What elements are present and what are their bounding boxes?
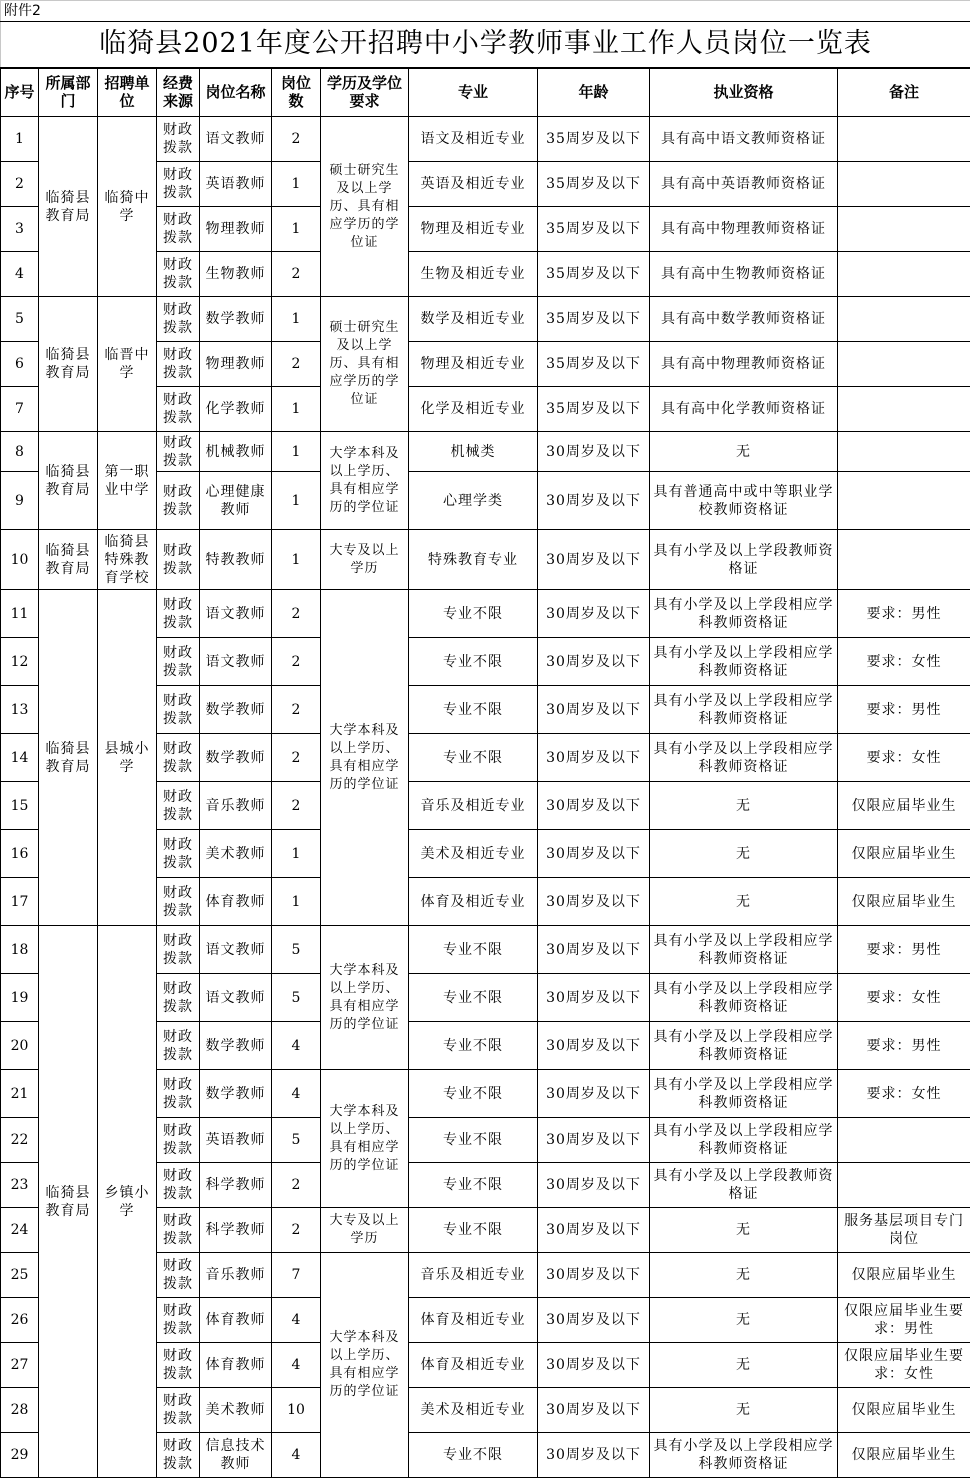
cell-note: 要求：女性 [838, 734, 970, 782]
cell-no: 21 [1, 1070, 39, 1118]
cell-cert: 无 [650, 1343, 838, 1388]
cell-major: 专业不限 [409, 1208, 538, 1253]
cell-fund: 财政拨款 [157, 1118, 200, 1163]
cell-fund: 财政拨款 [157, 387, 200, 432]
cell-post: 化学教师 [200, 387, 272, 432]
cell-count: 1 [272, 830, 321, 878]
cell-no: 6 [1, 342, 39, 387]
cell-cert: 具有小学及以上学段相应学科教师资格证 [650, 1433, 838, 1478]
cell-no: 26 [1, 1298, 39, 1343]
cell-post: 体育教师 [200, 878, 272, 926]
cell-note [838, 387, 970, 432]
cell-fund: 财政拨款 [157, 1343, 200, 1388]
cell-edu: 大学本科及以上学历、具有相应学历的学位证 [321, 1253, 409, 1478]
cell-fund: 财政拨款 [157, 297, 200, 342]
cell-note [838, 207, 970, 252]
cell-post: 物理教师 [200, 207, 272, 252]
cell-cert: 具有小学及以上学段相应学科教师资格证 [650, 734, 838, 782]
cell-fund: 财政拨款 [157, 926, 200, 974]
cell-cert: 无 [650, 1388, 838, 1433]
cell-dept: 临猗县教育局 [39, 926, 98, 1478]
cell-post: 特教教师 [200, 530, 272, 590]
cell-major: 美术及相近专业 [409, 1388, 538, 1433]
cell-cert: 具有小学及以上学段相应学科教师资格证 [650, 590, 838, 638]
cell-unit: 临猗县特殊教育学校 [98, 530, 157, 590]
column-header-cert: 执业资格 [650, 68, 838, 117]
cell-edu: 硕士研究生及以上学历、具有相应学历的学位证 [321, 297, 409, 432]
cell-major: 专业不限 [409, 1163, 538, 1208]
cell-no: 12 [1, 638, 39, 686]
cell-fund: 财政拨款 [157, 782, 200, 830]
cell-count: 2 [272, 590, 321, 638]
cell-major: 化学及相近专业 [409, 387, 538, 432]
cell-post: 心理健康教师 [200, 472, 272, 530]
cell-age: 35周岁及以下 [538, 342, 650, 387]
cell-post: 科学教师 [200, 1163, 272, 1208]
cell-major: 美术及相近专业 [409, 830, 538, 878]
cell-unit: 临猗中学 [98, 117, 157, 297]
attachment-row [1, 1, 970, 22]
cell-fund: 财政拨款 [157, 1298, 200, 1343]
cell-age: 30周岁及以下 [538, 1343, 650, 1388]
cell-note [838, 342, 970, 387]
cell-no: 24 [1, 1208, 39, 1253]
cell-post: 英语教师 [200, 1118, 272, 1163]
cell-age: 35周岁及以下 [538, 207, 650, 252]
cell-cert: 具有高中英语教师资格证 [650, 162, 838, 207]
table-row [1, 297, 970, 342]
column-header-dept: 所属部门 [39, 68, 98, 117]
cell-edu: 硕士研究生及以上学历、具有相应学历的学位证 [321, 117, 409, 297]
cell-fund: 财政拨款 [157, 162, 200, 207]
cell-fund: 财政拨款 [157, 342, 200, 387]
cell-cert: 具有小学及以上学段相应学科教师资格证 [650, 974, 838, 1022]
table-row [1, 926, 970, 974]
cell-major: 专业不限 [409, 1022, 538, 1070]
cell-cert: 具有高中语文教师资格证 [650, 117, 838, 162]
cell-no: 2 [1, 162, 39, 207]
cell-major: 专业不限 [409, 686, 538, 734]
cell-note: 要求：女性 [838, 638, 970, 686]
header-row [1, 68, 970, 117]
cell-count: 2 [272, 782, 321, 830]
cell-note: 要求：男性 [838, 1022, 970, 1070]
cell-post: 机械教师 [200, 432, 272, 472]
cell-fund: 财政拨款 [157, 117, 200, 162]
cell-note: 仅限应届毕业生 [838, 1388, 970, 1433]
cell-post: 语文教师 [200, 117, 272, 162]
cell-count: 10 [272, 1388, 321, 1433]
cell-major: 机械类 [409, 432, 538, 472]
cell-no: 3 [1, 207, 39, 252]
cell-post: 语文教师 [200, 974, 272, 1022]
cell-count: 2 [272, 686, 321, 734]
cell-no: 18 [1, 926, 39, 974]
cell-edu: 大学本科及以上学历、具有相应学历的学位证 [321, 926, 409, 1070]
cell-cert: 无 [650, 782, 838, 830]
cell-age: 30周岁及以下 [538, 472, 650, 530]
cell-cert: 具有小学及以上学段相应学科教师资格证 [650, 686, 838, 734]
cell-count: 2 [272, 1208, 321, 1253]
cell-fund: 财政拨款 [157, 638, 200, 686]
table-body [1, 1, 970, 1478]
cell-no: 4 [1, 252, 39, 297]
cell-fund: 财政拨款 [157, 252, 200, 297]
table-row [1, 530, 970, 590]
cell-dept: 临猗县教育局 [39, 117, 98, 297]
cell-major: 体育及相近专业 [409, 878, 538, 926]
cell-count: 4 [272, 1298, 321, 1343]
cell-cert: 具有小学及以上学段教师资格证 [650, 530, 838, 590]
cell-no: 17 [1, 878, 39, 926]
cell-post: 音乐教师 [200, 782, 272, 830]
cell-note: 仅限应届毕业生 [838, 1253, 970, 1298]
cell-note [838, 1163, 970, 1208]
cell-no: 22 [1, 1118, 39, 1163]
cell-major: 数学及相近专业 [409, 297, 538, 342]
cell-note [838, 472, 970, 530]
cell-count: 1 [272, 530, 321, 590]
cell-count: 4 [272, 1070, 321, 1118]
cell-no: 7 [1, 387, 39, 432]
cell-major: 音乐及相近专业 [409, 782, 538, 830]
cell-major: 体育及相近专业 [409, 1343, 538, 1388]
cell-fund: 财政拨款 [157, 207, 200, 252]
cell-post: 体育教师 [200, 1343, 272, 1388]
cell-major: 音乐及相近专业 [409, 1253, 538, 1298]
cell-count: 1 [272, 432, 321, 472]
cell-edu: 大专及以上学历 [321, 1208, 409, 1253]
cell-no: 27 [1, 1343, 39, 1388]
cell-fund: 财政拨款 [157, 878, 200, 926]
cell-dept: 临猗县教育局 [39, 432, 98, 530]
cell-major: 物理及相近专业 [409, 342, 538, 387]
cell-cert: 具有高中化学教师资格证 [650, 387, 838, 432]
page-title: 临猗县2021年度公开招聘中小学教师事业工作人员岗位一览表 [1, 22, 970, 68]
cell-major: 专业不限 [409, 1433, 538, 1478]
cell-count: 1 [272, 878, 321, 926]
cell-major: 语文及相近专业 [409, 117, 538, 162]
cell-age: 35周岁及以下 [538, 162, 650, 207]
cell-major: 专业不限 [409, 1070, 538, 1118]
cell-note: 仅限应届毕业生 [838, 830, 970, 878]
cell-fund: 财政拨款 [157, 1163, 200, 1208]
cell-fund: 财政拨款 [157, 974, 200, 1022]
cell-no: 1 [1, 117, 39, 162]
cell-cert: 无 [650, 432, 838, 472]
cell-fund: 财政拨款 [157, 590, 200, 638]
cell-age: 30周岁及以下 [538, 1070, 650, 1118]
column-header-major: 专业 [409, 68, 538, 117]
cell-no: 20 [1, 1022, 39, 1070]
cell-count: 1 [272, 297, 321, 342]
cell-fund: 财政拨款 [157, 734, 200, 782]
cell-no: 13 [1, 686, 39, 734]
cell-no: 14 [1, 734, 39, 782]
cell-count: 4 [272, 1433, 321, 1478]
cell-age: 35周岁及以下 [538, 297, 650, 342]
column-header-age: 年龄 [538, 68, 650, 117]
column-header-fund: 经费来源 [157, 68, 200, 117]
cell-post: 音乐教师 [200, 1253, 272, 1298]
cell-post: 数学教师 [200, 1070, 272, 1118]
cell-note [838, 162, 970, 207]
cell-count: 1 [272, 207, 321, 252]
cell-cert: 无 [650, 1253, 838, 1298]
cell-note [838, 297, 970, 342]
cell-age: 30周岁及以下 [538, 974, 650, 1022]
cell-age: 30周岁及以下 [538, 1253, 650, 1298]
cell-cert: 具有高中物理教师资格证 [650, 207, 838, 252]
cell-post: 美术教师 [200, 1388, 272, 1433]
cell-major: 生物及相近专业 [409, 252, 538, 297]
cell-count: 5 [272, 974, 321, 1022]
cell-major: 专业不限 [409, 638, 538, 686]
cell-fund: 财政拨款 [157, 1070, 200, 1118]
cell-note: 要求：男性 [838, 590, 970, 638]
cell-age: 30周岁及以下 [538, 1208, 650, 1253]
cell-count: 1 [272, 472, 321, 530]
cell-dept: 临猗县教育局 [39, 590, 98, 926]
cell-no: 15 [1, 782, 39, 830]
cell-count: 2 [272, 342, 321, 387]
cell-fund: 财政拨款 [157, 432, 200, 472]
column-header-no: 序号 [1, 68, 39, 117]
table-row [1, 590, 970, 638]
cell-cert: 无 [650, 1298, 838, 1343]
cell-edu: 大专及以上学历 [321, 530, 409, 590]
cell-count: 5 [272, 1118, 321, 1163]
cell-dept: 临猗县教育局 [39, 530, 98, 590]
cell-fund: 财政拨款 [157, 1253, 200, 1298]
cell-count: 2 [272, 1163, 321, 1208]
cell-post: 科学教师 [200, 1208, 272, 1253]
cell-no: 11 [1, 590, 39, 638]
cell-count: 1 [272, 162, 321, 207]
cell-age: 30周岁及以下 [538, 686, 650, 734]
cell-major: 体育及相近专业 [409, 1298, 538, 1343]
cell-fund: 财政拨款 [157, 1388, 200, 1433]
cell-age: 30周岁及以下 [538, 530, 650, 590]
cell-age: 30周岁及以下 [538, 1022, 650, 1070]
column-header-note: 备注 [838, 68, 970, 117]
cell-note: 仅限应届毕业生要求：女性 [838, 1343, 970, 1388]
cell-count: 5 [272, 926, 321, 974]
cell-unit: 乡镇小学 [98, 926, 157, 1478]
cell-note: 要求：男性 [838, 686, 970, 734]
column-header-edu: 学历及学位要求 [321, 68, 409, 117]
column-header-post: 岗位名称 [200, 68, 272, 117]
cell-cert: 具有高中生物教师资格证 [650, 252, 838, 297]
cell-note: 仅限应届毕业生 [838, 1433, 970, 1478]
cell-note [838, 252, 970, 297]
cell-count: 2 [272, 734, 321, 782]
cell-age: 35周岁及以下 [538, 117, 650, 162]
cell-cert: 具有普通高中或中等职业学校教师资格证 [650, 472, 838, 530]
cell-note: 要求：女性 [838, 974, 970, 1022]
cell-cert: 具有小学及以上学段教师资格证 [650, 1163, 838, 1208]
cell-age: 30周岁及以下 [538, 782, 650, 830]
cell-major: 专业不限 [409, 974, 538, 1022]
cell-dept: 临猗县教育局 [39, 297, 98, 432]
cell-note [838, 117, 970, 162]
title-row [1, 22, 970, 68]
cell-edu: 大学本科及以上学历、具有相应学历的学位证 [321, 432, 409, 530]
cell-age: 30周岁及以下 [538, 638, 650, 686]
cell-no: 8 [1, 432, 39, 472]
cell-count: 2 [272, 117, 321, 162]
cell-major: 英语及相近专业 [409, 162, 538, 207]
cell-major: 专业不限 [409, 590, 538, 638]
cell-age: 30周岁及以下 [538, 1163, 650, 1208]
cell-note: 仅限应届毕业生 [838, 878, 970, 926]
cell-fund: 财政拨款 [157, 530, 200, 590]
cell-note: 要求：男性 [838, 926, 970, 974]
cell-fund: 财政拨款 [157, 1433, 200, 1478]
cell-cert: 具有小学及以上学段相应学科教师资格证 [650, 1022, 838, 1070]
cell-count: 4 [272, 1022, 321, 1070]
cell-cert: 具有高中物理教师资格证 [650, 342, 838, 387]
cell-note: 仅限应届毕业生 [838, 782, 970, 830]
cell-major: 专业不限 [409, 734, 538, 782]
cell-fund: 财政拨款 [157, 830, 200, 878]
cell-post: 信息技术教师 [200, 1433, 272, 1478]
cell-count: 2 [272, 252, 321, 297]
cell-post: 数学教师 [200, 297, 272, 342]
cell-edu: 大学本科及以上学历、具有相应学历的学位证 [321, 590, 409, 926]
cell-cert: 具有高中数学教师资格证 [650, 297, 838, 342]
cell-fund: 财政拨款 [157, 686, 200, 734]
cell-age: 30周岁及以下 [538, 432, 650, 472]
cell-note: 要求：女性 [838, 1070, 970, 1118]
cell-major: 物理及相近专业 [409, 207, 538, 252]
cell-no: 5 [1, 297, 39, 342]
cell-age: 30周岁及以下 [538, 926, 650, 974]
cell-post: 语文教师 [200, 638, 272, 686]
cell-post: 数学教师 [200, 1022, 272, 1070]
cell-fund: 财政拨款 [157, 1022, 200, 1070]
cell-count: 1 [272, 387, 321, 432]
cell-edu: 大学本科及以上学历、具有相应学历的学位证 [321, 1070, 409, 1208]
cell-age: 30周岁及以下 [538, 1433, 650, 1478]
cell-cert: 具有小学及以上学段相应学科教师资格证 [650, 638, 838, 686]
cell-cert: 无 [650, 830, 838, 878]
cell-age: 30周岁及以下 [538, 1118, 650, 1163]
cell-post: 英语教师 [200, 162, 272, 207]
cell-post: 体育教师 [200, 1298, 272, 1343]
cell-age: 30周岁及以下 [538, 830, 650, 878]
cell-major: 专业不限 [409, 926, 538, 974]
cell-age: 30周岁及以下 [538, 878, 650, 926]
cell-age: 30周岁及以下 [538, 734, 650, 782]
cell-no: 28 [1, 1388, 39, 1433]
table-row [1, 432, 970, 472]
cell-cert: 具有小学及以上学段相应学科教师资格证 [650, 926, 838, 974]
cell-note: 仅限应届毕业生要求：男性 [838, 1298, 970, 1343]
cell-age: 30周岁及以下 [538, 1388, 650, 1433]
cell-fund: 财政拨款 [157, 472, 200, 530]
cell-age: 30周岁及以下 [538, 590, 650, 638]
cell-no: 9 [1, 472, 39, 530]
cell-cert: 具有小学及以上学段相应学科教师资格证 [650, 1118, 838, 1163]
cell-post: 语文教师 [200, 590, 272, 638]
cell-fund: 财政拨款 [157, 1208, 200, 1253]
cell-post: 数学教师 [200, 734, 272, 782]
cell-post: 美术教师 [200, 830, 272, 878]
cell-post: 语文教师 [200, 926, 272, 974]
cell-major: 特殊教育专业 [409, 530, 538, 590]
cell-count: 7 [272, 1253, 321, 1298]
table-row [1, 117, 970, 162]
cell-count: 4 [272, 1343, 321, 1388]
cell-no: 25 [1, 1253, 39, 1298]
attachment-label: 附件2 [1, 1, 970, 22]
cell-age: 35周岁及以下 [538, 252, 650, 297]
cell-post: 生物教师 [200, 252, 272, 297]
column-header-unit: 招聘单位 [98, 68, 157, 117]
cell-note [838, 432, 970, 472]
cell-cert: 具有小学及以上学段相应学科教师资格证 [650, 1070, 838, 1118]
cell-cert: 无 [650, 878, 838, 926]
cell-count: 2 [272, 638, 321, 686]
cell-no: 23 [1, 1163, 39, 1208]
cell-age: 35周岁及以下 [538, 387, 650, 432]
cell-note [838, 1118, 970, 1163]
cell-no: 19 [1, 974, 39, 1022]
cell-note [838, 530, 970, 590]
cell-major: 专业不限 [409, 1118, 538, 1163]
cell-post: 数学教师 [200, 686, 272, 734]
cell-unit: 县城小学 [98, 590, 157, 926]
cell-note: 服务基层项目专门岗位 [838, 1208, 970, 1253]
cell-no: 29 [1, 1433, 39, 1478]
cell-unit: 第一职业中学 [98, 432, 157, 530]
cell-major: 心理学类 [409, 472, 538, 530]
cell-unit: 临晋中学 [98, 297, 157, 432]
cell-no: 16 [1, 830, 39, 878]
column-header-count: 岗位数 [272, 68, 321, 117]
cell-cert: 无 [650, 1208, 838, 1253]
cell-post: 物理教师 [200, 342, 272, 387]
cell-age: 30周岁及以下 [538, 1298, 650, 1343]
cell-no: 10 [1, 530, 39, 590]
